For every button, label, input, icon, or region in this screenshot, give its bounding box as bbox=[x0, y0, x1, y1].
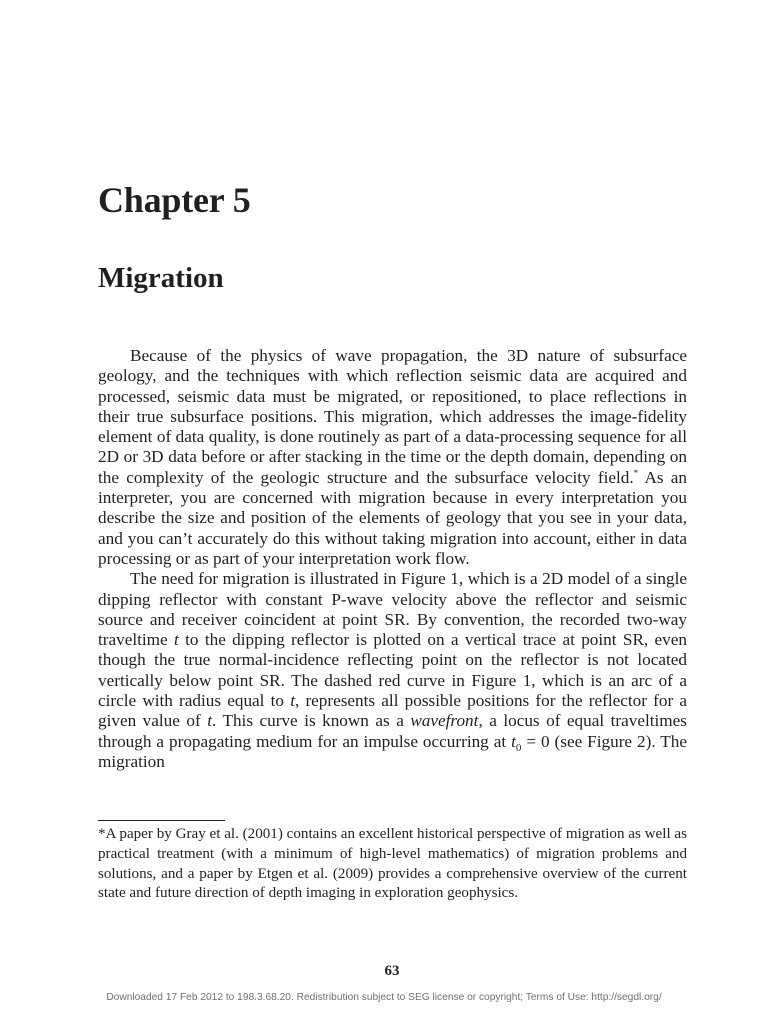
chapter-number-heading: Chapter 5 bbox=[98, 180, 251, 220]
footnote-marker: * bbox=[98, 826, 106, 842]
italic-t: t bbox=[290, 691, 295, 711]
italic-t: t bbox=[174, 630, 179, 650]
paragraph-2-text-c: , represents all possible positions for the reflector for a given value of bbox=[98, 691, 687, 731]
paragraph-2-text-f: = 0 (see Figure 2). The migration bbox=[98, 731, 688, 771]
footnote-text: A paper by Gray et al. (2001) contains an excellent historical perspective of migration as well as practical treatment (with a minimum of high-level mathematics) of migration problems and solutions, and a paper by Etgen et al. (2009) provides a comprehensive overview of the current state and future direction of depth imaging in exploration geophysics. bbox=[98, 826, 687, 902]
footnote-section bbox=[98, 825, 687, 904]
paragraph-1-text-b: As an interpreter, you are concerned with migration because in every interpretation you describe the size and position of the elements of geology that you see in your data, and you can’t accurately do this without taking migration into account, either in data processing or as part of your interpretation work flow. bbox=[98, 467, 687, 568]
footnote bbox=[98, 825, 687, 904]
paragraph-2-text-b: to the dipping reflector is plotted on a vertical trace at point SR, even though the true normal-incidence reflecting point on the reflector is not located vertically below point SR. The dashed red curve in Figure 1, which is an arc of a circle with radius equal to bbox=[98, 630, 687, 711]
download-notice: Downloaded 17 Feb 2012 to 198.3.68.20. Redistribution subject to SEG license or copyright; Terms of Use: http://segdl.org/ bbox=[106, 992, 662, 1003]
paragraph-2-text-a: The need for migration is illustrated in Figure 1, which is a 2D model of a single dipping reflector with constant P-wave velocity above the reflector and seismic source and receiver coincident at point SR. By convention, the recorded two-way traveltime bbox=[98, 569, 687, 650]
paragraph-1-text-a: Because of the physics of wave propagation, the 3D nature of subsurface geology, and the techniques with which reflection seismic data are acquired and processed, seismic data must be migrated, or repositioned, to place reflections in their true subsurface positions. This migration, which addresses the image-fidelity element of data quality, is done routinely as part of a data-processing sequence for all 2D or 3D data before or after stacking in the time or the depth domain, depending on the complexity of the geologic structure and the subsurface velocity field. bbox=[98, 346, 687, 487]
chapter-title: Migration bbox=[98, 262, 224, 294]
italic-t: t bbox=[207, 711, 212, 731]
italic-t-zero: t bbox=[511, 731, 516, 751]
footnote-reference-marker: * bbox=[633, 467, 639, 478]
paragraph-2-text-e: , a locus of equal traveltimes through a propagating medium for an impulse occurring at bbox=[98, 711, 687, 751]
body-text bbox=[98, 346, 687, 772]
italic-wavefront-term: wavefront bbox=[410, 711, 479, 731]
page-number: 63 bbox=[384, 963, 400, 979]
subscript-zero: 0 bbox=[515, 741, 522, 754]
footnote-divider bbox=[98, 820, 225, 821]
paragraph-1 bbox=[98, 346, 687, 569]
paragraph-2 bbox=[98, 569, 687, 772]
paragraph-2-text-d: . This curve is known as a bbox=[211, 711, 411, 731]
